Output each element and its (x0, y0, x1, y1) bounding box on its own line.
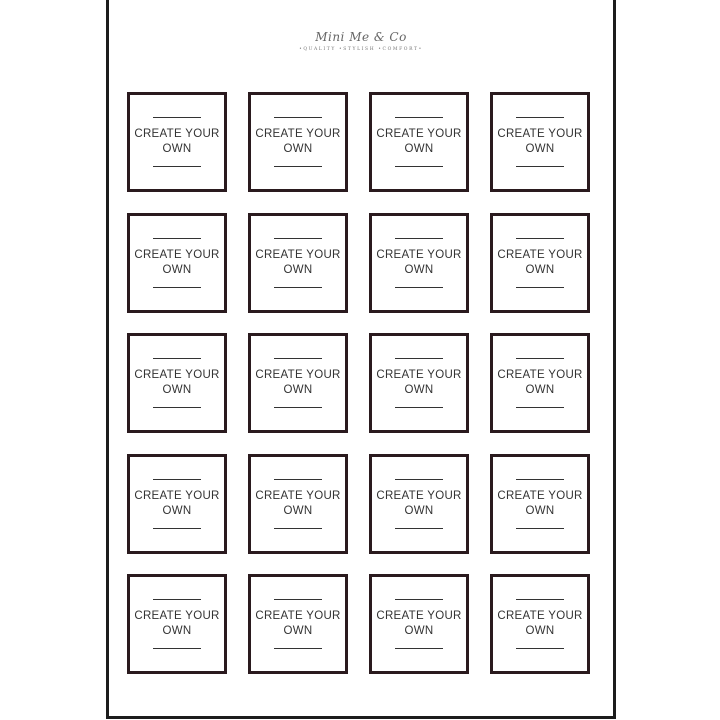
label-bottom-rule (516, 287, 564, 288)
label-top-rule (516, 479, 564, 480)
label-text (497, 609, 582, 639)
label-text (134, 368, 219, 398)
label-card (248, 454, 348, 554)
label-line-2: OWN (162, 504, 192, 517)
label-line-1: CREATE YOUR (497, 369, 583, 381)
label-top-rule (516, 238, 564, 239)
label-line-1: CREATE YOUR (255, 128, 341, 140)
label-text (134, 609, 219, 639)
label-line-1: CREATE YOUR (255, 369, 341, 381)
label-line-2: OWN (283, 384, 313, 396)
label-grid (127, 92, 590, 674)
label-text (497, 248, 582, 278)
label-top-rule (516, 358, 564, 359)
label-text (376, 127, 461, 157)
label-line-2: OWN (283, 143, 313, 155)
label-card (127, 213, 227, 313)
label-line-1: CREATE YOUR (134, 128, 220, 140)
label-bottom-rule (153, 528, 201, 529)
label-card (369, 574, 469, 674)
label-line-1: CREATE YOUR (497, 489, 583, 502)
label-text (255, 368, 340, 398)
label-text (497, 368, 582, 398)
label-line-2: OWN (404, 384, 434, 396)
label-bottom-rule (274, 648, 322, 649)
label-top-rule (395, 358, 443, 359)
label-bottom-rule (395, 287, 443, 288)
label-line-1: CREATE YOUR (376, 369, 462, 381)
label-line-2: OWN (283, 504, 313, 517)
label-card (369, 213, 469, 313)
label-line-2: OWN (525, 625, 555, 637)
label-line-2: OWN (283, 625, 313, 637)
label-card (369, 92, 469, 192)
label-line-2: OWN (162, 143, 192, 155)
label-bottom-rule (516, 166, 564, 167)
label-line-2: OWN (404, 625, 434, 637)
label-bottom-rule (516, 407, 564, 408)
label-top-rule (516, 117, 564, 118)
label-top-rule (153, 479, 201, 480)
label-card (490, 92, 590, 192)
label-text (134, 127, 219, 157)
label-line-1: CREATE YOUR (497, 610, 583, 622)
label-card (369, 454, 469, 554)
label-text (255, 248, 340, 278)
label-line-2: OWN (283, 263, 313, 276)
label-top-rule (395, 117, 443, 118)
label-top-rule (395, 599, 443, 600)
label-bottom-rule (516, 528, 564, 529)
label-line-1: CREATE YOUR (255, 489, 341, 502)
label-line-2: OWN (525, 504, 555, 517)
label-line-1: CREATE YOUR (376, 610, 462, 622)
label-line-2: OWN (404, 504, 434, 517)
label-line-1: CREATE YOUR (376, 128, 462, 140)
label-top-rule (274, 358, 322, 359)
label-card (248, 333, 348, 433)
label-bottom-rule (153, 648, 201, 649)
label-line-2: OWN (525, 143, 555, 155)
label-top-rule (516, 599, 564, 600)
label-text (134, 248, 219, 278)
label-line-2: OWN (162, 263, 192, 276)
label-top-rule (395, 479, 443, 480)
label-card (127, 454, 227, 554)
label-top-rule (153, 599, 201, 600)
label-line-1: CREATE YOUR (134, 489, 220, 502)
label-top-rule (274, 117, 322, 118)
label-top-rule (153, 117, 201, 118)
label-bottom-rule (153, 407, 201, 408)
label-line-2: OWN (162, 384, 192, 396)
label-card (369, 333, 469, 433)
label-bottom-rule (395, 528, 443, 529)
label-text (255, 489, 340, 519)
label-card (490, 333, 590, 433)
label-line-2: OWN (525, 263, 555, 276)
label-bottom-rule (153, 287, 201, 288)
label-bottom-rule (516, 648, 564, 649)
label-text (255, 127, 340, 157)
label-card (248, 92, 348, 192)
label-bottom-rule (274, 528, 322, 529)
label-card (127, 333, 227, 433)
label-card (127, 92, 227, 192)
brand-tagline: •QUALITY •STYLISH •COMFORT• (299, 47, 423, 52)
label-line-1: CREATE YOUR (134, 248, 220, 261)
label-line-1: CREATE YOUR (376, 248, 462, 261)
label-line-2: OWN (404, 263, 434, 276)
label-card (127, 574, 227, 674)
label-bottom-rule (395, 166, 443, 167)
label-top-rule (153, 358, 201, 359)
label-text (376, 489, 461, 519)
label-sheet (106, 0, 616, 719)
label-bottom-rule (274, 407, 322, 408)
label-text (376, 248, 461, 278)
label-text (134, 489, 219, 519)
label-text (497, 127, 582, 157)
label-bottom-rule (395, 648, 443, 649)
label-top-rule (274, 238, 322, 239)
label-card (490, 454, 590, 554)
label-line-1: CREATE YOUR (497, 128, 583, 140)
label-line-1: CREATE YOUR (134, 369, 220, 381)
label-line-2: OWN (525, 384, 555, 396)
label-card (490, 213, 590, 313)
label-bottom-rule (274, 166, 322, 167)
label-top-rule (274, 599, 322, 600)
brand-header (109, 30, 613, 53)
label-top-rule (153, 238, 201, 239)
label-bottom-rule (395, 407, 443, 408)
label-card (248, 213, 348, 313)
label-line-2: OWN (404, 143, 434, 155)
label-top-rule (274, 479, 322, 480)
label-line-1: CREATE YOUR (497, 248, 583, 261)
label-line-1: CREATE YOUR (255, 248, 341, 261)
label-text (497, 489, 582, 519)
brand-logo: Mini Me & Co (315, 30, 407, 44)
label-line-1: CREATE YOUR (134, 610, 220, 622)
label-line-2: OWN (162, 625, 192, 637)
label-line-1: CREATE YOUR (255, 610, 341, 622)
label-line-1: CREATE YOUR (376, 489, 462, 502)
label-top-rule (395, 238, 443, 239)
label-card (490, 574, 590, 674)
label-bottom-rule (274, 287, 322, 288)
label-bottom-rule (153, 166, 201, 167)
label-text (376, 609, 461, 639)
label-text (255, 609, 340, 639)
label-text (376, 368, 461, 398)
label-card (248, 574, 348, 674)
